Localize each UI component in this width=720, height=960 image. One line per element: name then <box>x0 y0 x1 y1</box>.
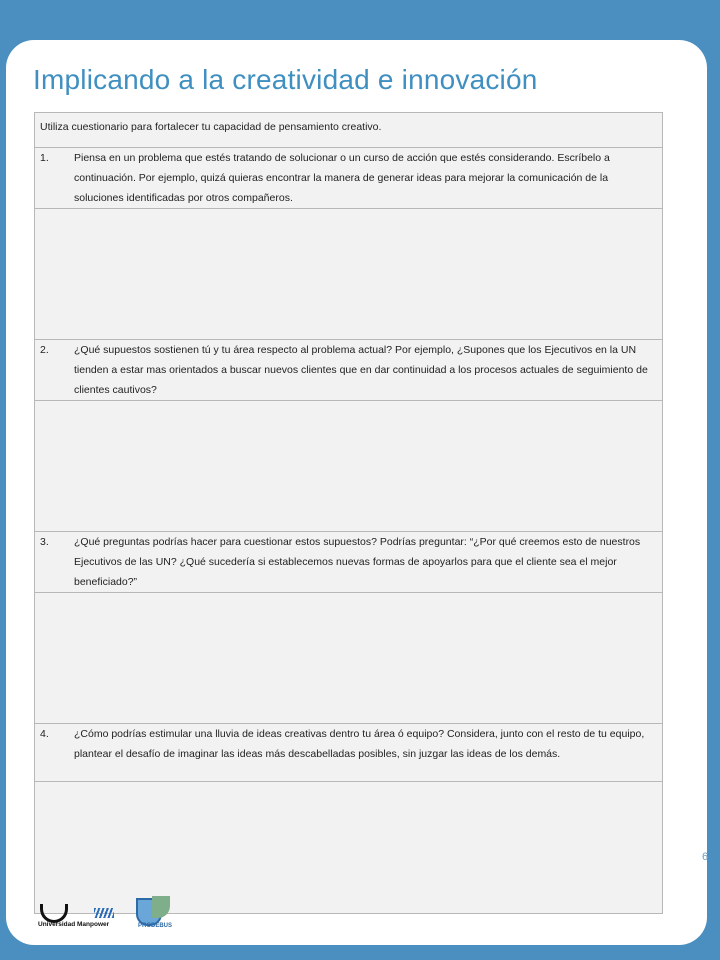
intro-text: Utiliza cuestionario para fortalecer tu capacidad de pensamiento creativo. <box>40 121 382 133</box>
question-text: ¿Cómo podrías estimular una lluvia de ideas creativas dentro tu área ó equipo? Considera, junto con el resto de tu equipo, plantear el desafío de imaginar las ideas más descabelladas posibles, sin juzgar las ideas de los demás. <box>74 728 645 760</box>
page-number: 6 <box>702 851 709 863</box>
question-row-1 <box>35 148 663 209</box>
answer-area-4[interactable] <box>35 782 663 914</box>
page-title: Implicando a la creatividad e innovación <box>33 64 538 95</box>
question-text: ¿Qué supuestos sostienen tú y tu área respecto al problema actual? Por ejemplo, ¿Supones que los Ejecutivos en la UN tienden a estar mas orientados a buscar nuevos clientes que en dar continuidad a los procesos actuales de seguimiento de clientes cautivos? <box>74 344 648 396</box>
logo-label-right: PRODEBUS <box>138 923 173 929</box>
logo-label-left: Universidad Manpower <box>38 921 110 928</box>
question-number: 2. <box>40 344 49 356</box>
questionnaire-table <box>34 112 663 914</box>
question-row-4 <box>35 724 663 782</box>
answer-cell[interactable] <box>35 209 663 340</box>
question-text: Piensa en un problema que estés tratando de solucionar o un curso de acción que estés considerando. Escríbelo a continuación. Por ejemplo, quizá quieras encontrar la manera de generar ideas para mejorar la comunicación de la soluciones identificadas por otros compañeros. <box>74 152 610 204</box>
question-number: 4. <box>40 728 49 740</box>
question-text: ¿Qué preguntas podrías hacer para cuestionar estos supuestos? Podrías preguntar: “¿Por qué creemos esto de nuestros Ejecutivos de las UN? ¿Qué sucedería si establecemos nuevas formas de apoyarlos para que el cliente sea el mejor beneficiado?” <box>74 536 641 588</box>
question-number: 1. <box>40 152 49 164</box>
question-row-2 <box>35 340 663 401</box>
answer-cell[interactable] <box>35 782 663 914</box>
question-row-3 <box>35 532 663 593</box>
intro-row <box>35 113 663 148</box>
footer-logos <box>38 906 188 936</box>
stripes-logo-icon <box>94 908 114 918</box>
answer-area-2[interactable] <box>35 401 663 532</box>
question-number: 3. <box>40 536 49 548</box>
prodebus-leaf-icon <box>152 896 170 918</box>
answer-area-3[interactable] <box>35 593 663 724</box>
answer-cell[interactable] <box>35 593 663 724</box>
answer-cell[interactable] <box>35 401 663 532</box>
answer-area-1[interactable] <box>35 209 663 340</box>
